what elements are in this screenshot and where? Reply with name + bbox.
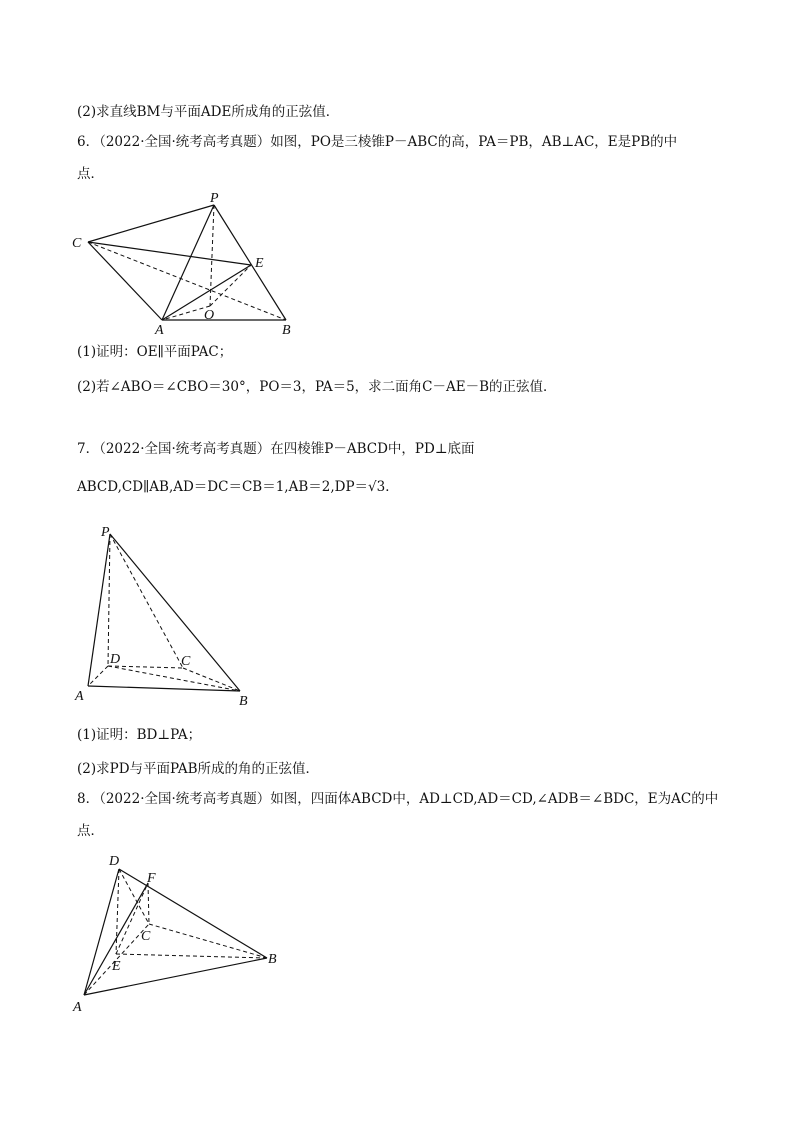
q6-stem-line2: 点． (77, 166, 104, 182)
q8-edge-AF (84, 883, 148, 995)
q8-label-F: F (147, 871, 156, 886)
q6-figure (60, 188, 320, 348)
q8-label-C: C (141, 929, 151, 944)
q8-edge-CB (149, 924, 267, 958)
q6-edge-CA (88, 242, 162, 320)
q6-edge-PC (88, 205, 214, 242)
q7-edge-PD (108, 534, 110, 666)
q8-edge-FC (148, 883, 149, 924)
q8-edge-DB (119, 869, 267, 958)
q7-label-P: P (101, 525, 110, 540)
q6-stem-line1: 6．（2022·全国·统考高考真题）如图，PO是三棱锥P－ABC的高，PA＝PB，AB⊥AC，E是PB的中 (77, 134, 678, 150)
q6-edge-CB (88, 242, 286, 320)
q8-edge-EB (116, 954, 267, 958)
q6-label-A: A (155, 323, 164, 338)
q8-stem-line2: 点． (77, 823, 104, 839)
q8-figure (65, 848, 295, 1023)
q6-part1: (1)证明：OE∥平面PAC； (77, 344, 233, 360)
q7-part2: (2)求PD与平面PAB所成的角的正弦值． (77, 761, 320, 777)
q8-stem-line1: 8．（2022·全国·统考高考真题）如图，四面体ABCD中，AD⊥CD,AD＝CD,∠ADB＝∠BDC，E为AC的中 (77, 791, 719, 807)
q7-label-D: D (110, 652, 121, 667)
q7-edge-PC (110, 534, 183, 668)
q8-label-B: B (268, 952, 277, 967)
q6-edge-OE (210, 265, 251, 306)
q7-part1: (1)证明：BD⊥PA； (77, 727, 202, 743)
q8-label-D: D (109, 854, 120, 869)
q6-edge-PA (162, 205, 214, 320)
q6-label-P: P (210, 191, 219, 206)
q7-edge-PB (110, 534, 240, 691)
q7-stem-line1: 7．（2022·全国·统考高考真题）在四棱锥P－ABCD中，PD⊥底面 (77, 441, 475, 457)
q7-edge-CB (183, 668, 240, 691)
q7-figure (65, 518, 275, 708)
q8-edge-DC (119, 869, 149, 924)
q8-label-E: E (112, 959, 121, 974)
q6-label-C: C (72, 236, 82, 251)
q6-label-E: E (255, 256, 264, 271)
q7-label-A: A (75, 689, 84, 704)
q8-edge-DA (84, 869, 119, 995)
q6-label-O: O (204, 308, 215, 323)
q8-label-A: A (73, 1000, 82, 1015)
q7-edge-AB (88, 686, 240, 691)
q6-label-B: B (282, 323, 291, 338)
q6-part2: (2)若∠ABO＝∠CBO＝30°，PO＝3，PA＝5，求二面角C－AE－B的正弦值． (77, 379, 557, 395)
q7-label-C: C (181, 654, 191, 669)
q6-edge-CE (88, 242, 251, 265)
q7-edge-PA (88, 534, 110, 686)
q7-label-B: B (239, 694, 248, 708)
q6-edge-PB (214, 205, 286, 320)
q7-stem-line2: ABCD,CD∥AB,AD＝DC＝CB＝1,AB＝2,DP＝√3． (77, 479, 399, 495)
q8-edge-DE (116, 869, 119, 954)
q5-part2: (2)求直线BM与平面ADE所成角的正弦值． (77, 104, 340, 120)
q6-edge-OA (162, 306, 210, 320)
